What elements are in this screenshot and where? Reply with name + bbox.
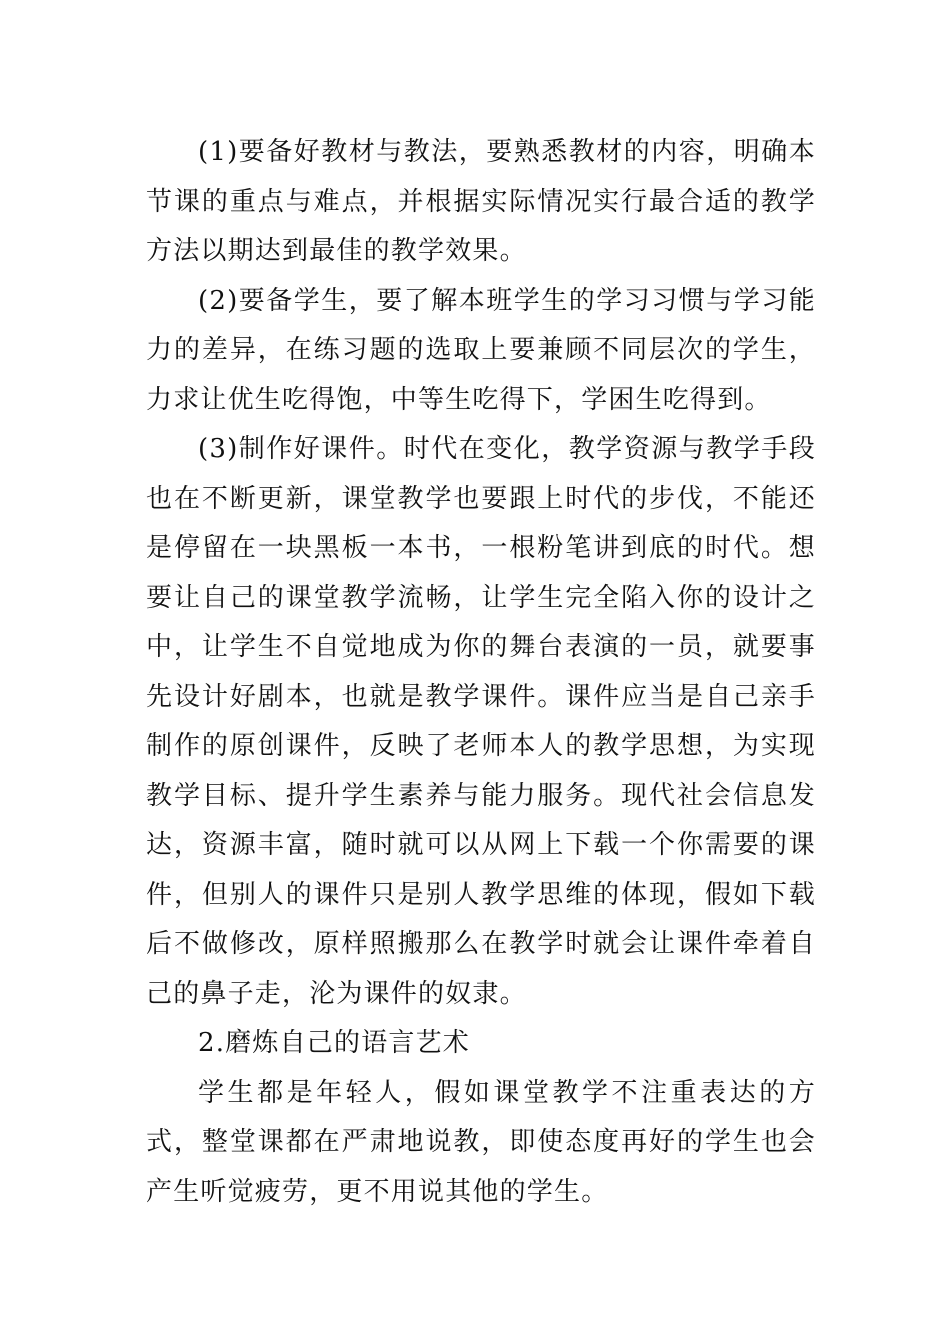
paragraph-courseware: (3)制作好课件。时代在变化，教学资源与教学手段也在不断更新，课堂教学也要跟上时代的步伐，不能还是停留在一块黑板一本书，一根粉笔讲到底的时代。想要让自己的课堂教学流畅，让学生完全陷入你的设计之中，让学生不自觉地成为你的舞台表演的一员，就要事先设计好剧本，也就是教学课件。课件应当是自己亲手制作的原创课件，反映了老师本人的教学思想，为实现教学目标、提升学生素养与能力服务。现代社会信息发达，资源丰富，随时就可以从网上下载一个你需要的课件，但别人的课件只是别人教学思维的体现，假如下载后不做修改，原样照搬那么在教学时就会让课件牵着自己的鼻子走，沦为课件的奴隶。 xyxy=(146,434,816,1009)
paragraph-expression: 学生都是年轻人，假如课堂教学不注重表达的方式，整堂课都在严肃地说教，即使态度再好的学生也会产生听觉疲劳，更不用说其他的学生。 xyxy=(146,1077,816,1207)
document-body xyxy=(146,128,816,1217)
section-heading-language-art: 2.磨炼自己的语言艺术 xyxy=(198,1028,471,1058)
paragraph-prepare-materials: (1)要备好教材与教法，要熟悉教材的内容，明确本节课的重点与难点，并根据实际情况实行最合适的教学方法以期达到最佳的教学效果。 xyxy=(146,137,816,266)
paragraph-prepare-students: (2)要备学生，要了解本班学生的学习习惯与学习能力的差异，在练习题的选取上要兼顾不同层次的学生，力求让优生吃得饱，中等生吃得下，学困生吃得到。 xyxy=(146,285,816,415)
